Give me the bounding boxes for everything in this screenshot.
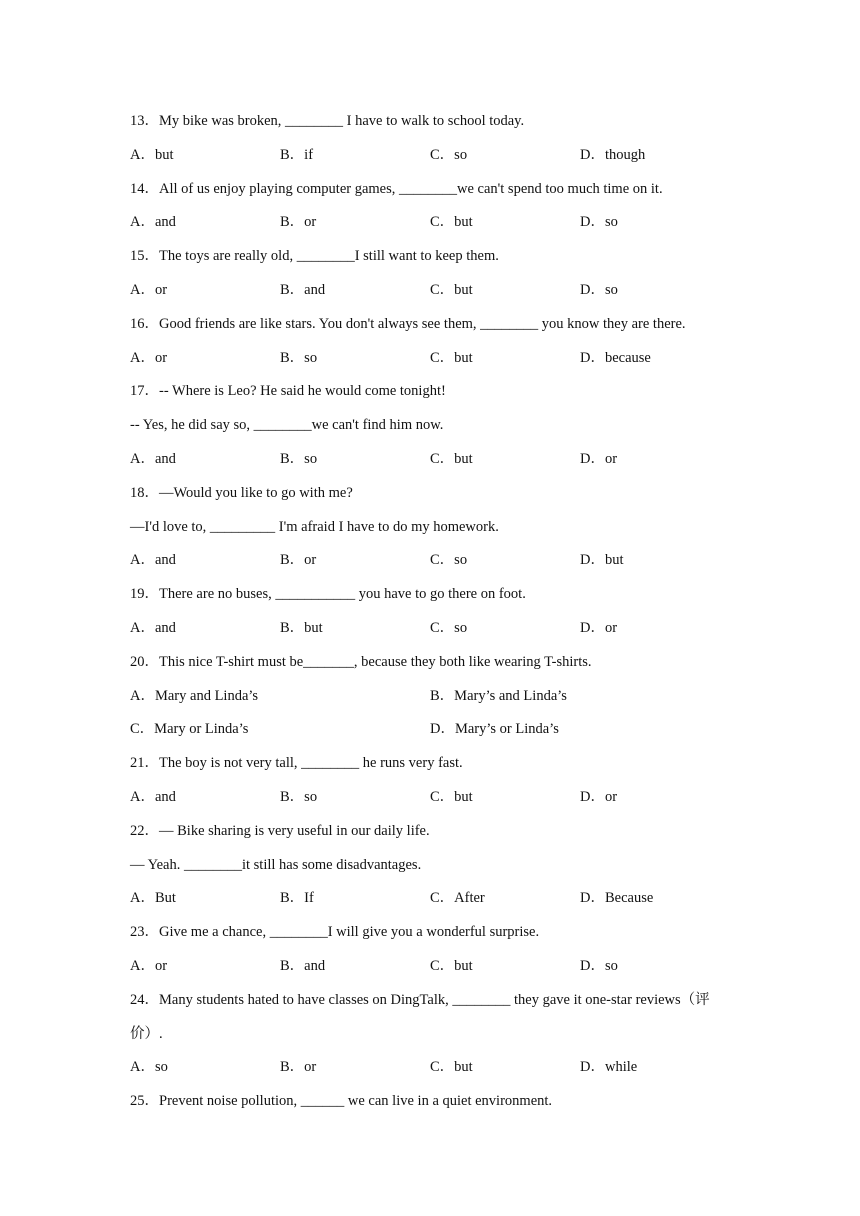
option: A．but (130, 146, 174, 163)
options-row (130, 206, 740, 240)
options-row (130, 680, 740, 714)
question-stem (130, 240, 740, 274)
question-number: 25． (130, 1093, 159, 1110)
question-number: 22． (130, 822, 159, 839)
question-number: 19． (130, 586, 159, 603)
options-row (130, 781, 740, 815)
option: A．and (130, 788, 176, 805)
option: C．but (430, 349, 473, 366)
question-text: There are no buses, ___________ you have to go there on foot. (159, 586, 526, 603)
question-number: 21． (130, 755, 159, 772)
option: D．or (580, 450, 618, 467)
option: C．so (430, 146, 468, 163)
option: C．so (430, 552, 468, 569)
question-text: All of us enjoy playing computer games, ________we can't spend too much time on it. (159, 180, 663, 197)
question-stem (130, 105, 740, 139)
question-stem (130, 173, 740, 207)
question-continuation: —I'd love to, _________ I'm afraid I have to do my homework. (130, 518, 499, 535)
question-stem (130, 916, 740, 950)
question-number: 23． (130, 924, 159, 941)
question-continuation: -- Yes, he did say so, ________we can't find him now. (130, 417, 444, 434)
option: A．so (130, 1059, 168, 1076)
question-text: —Would you like to go with me? (159, 484, 353, 501)
options-row (130, 342, 740, 376)
question-text: This nice T-shirt must be_______, because they both like wearing T-shirts. (159, 653, 592, 670)
question-stem (130, 646, 740, 680)
option: D．Because (580, 890, 654, 907)
question-number: 24． (130, 991, 159, 1008)
question-number: 20． (130, 653, 159, 670)
option: D．so (580, 957, 618, 974)
option: C．but (430, 281, 473, 298)
option: A．and (130, 619, 176, 636)
option: C．but (430, 957, 473, 974)
question-stem (130, 375, 740, 409)
option: B．but (280, 619, 323, 636)
question-number: 15． (130, 248, 159, 265)
question-number: 14． (130, 180, 159, 197)
option: C．so (430, 619, 468, 636)
options-row (130, 950, 740, 984)
question-list (130, 105, 740, 1119)
option: A．or (130, 957, 168, 974)
option: D．but (580, 552, 624, 569)
question-stem (130, 578, 740, 612)
option: A．and (130, 552, 176, 569)
question-text: Prevent noise pollution, ______ we can live in a quiet environment. (159, 1093, 553, 1110)
option: D．while (580, 1059, 638, 1076)
question-text: -- Where is Leo? He said he would come tonight! (159, 383, 446, 400)
option: A．and (130, 450, 176, 467)
question-stem (130, 984, 740, 1018)
question-text: The toys are really old, ________I still want to keep them. (159, 248, 499, 265)
options-row (130, 612, 740, 646)
options-row (130, 882, 740, 916)
option: B．Mary’s and Linda’s (430, 687, 567, 704)
question-number: 13． (130, 113, 159, 129)
question-text: — Bike sharing is very useful in our daily life. (159, 822, 430, 839)
question-stem (130, 815, 740, 849)
option: A．or (130, 349, 168, 366)
option: B．if (280, 146, 314, 163)
options-row (130, 274, 740, 308)
option: A．or (130, 281, 168, 298)
option: C．but (430, 788, 473, 805)
option: B．so (280, 349, 318, 366)
option: D．or (580, 788, 618, 805)
question-number: 16． (130, 315, 159, 332)
question-text: Good friends are like stars. You don't always see them, ________ you know they are there. (159, 315, 686, 332)
option: B．so (280, 788, 318, 805)
option: D．though (580, 146, 646, 163)
question-stem (130, 1085, 740, 1119)
question-stem (130, 477, 740, 511)
question-text: My bike was broken, ________ I have to walk to school today. (159, 113, 525, 129)
question-text: Many students hated to have classes on DingTalk, ________ they gave it one-star reviews（评 (159, 991, 710, 1008)
option: C．but (430, 450, 473, 467)
option: C．but (430, 214, 473, 231)
option: B．or (280, 214, 317, 231)
option: B．and (280, 281, 326, 298)
question-continuation: — Yeah. ________it still has some disadvantages. (130, 856, 422, 873)
question-number: 18． (130, 484, 159, 501)
option: C．Mary or Linda’s (130, 721, 249, 738)
option: A．and (130, 214, 176, 231)
option: B．and (280, 957, 326, 974)
option: D．so (580, 281, 618, 298)
question-text: Give me a chance, ________I will give you a wonderful surprise. (159, 924, 540, 941)
option: D．so (580, 214, 618, 231)
options-row (130, 713, 740, 747)
question-text: The boy is not very tall, ________ he runs very fast. (159, 755, 463, 772)
options-row (130, 139, 740, 173)
option: C．but (430, 1059, 473, 1076)
option: D．Mary’s or Linda’s (430, 721, 559, 738)
option: B．If (280, 890, 314, 907)
options-row (130, 1051, 740, 1085)
option: A．Mary and Linda’s (130, 687, 259, 704)
option: D．because (580, 349, 651, 366)
option: A．But (130, 890, 176, 907)
option: B．or (280, 552, 317, 569)
option: D．or (580, 619, 618, 636)
option: B．or (280, 1059, 317, 1076)
question-number: 17． (130, 383, 159, 400)
options-row (130, 544, 740, 578)
option: B．so (280, 450, 318, 467)
question-continuation: 价）. (130, 1025, 163, 1042)
question-stem (130, 747, 740, 781)
question-stem (130, 308, 740, 342)
options-row (130, 443, 740, 477)
option: C．After (430, 890, 485, 907)
